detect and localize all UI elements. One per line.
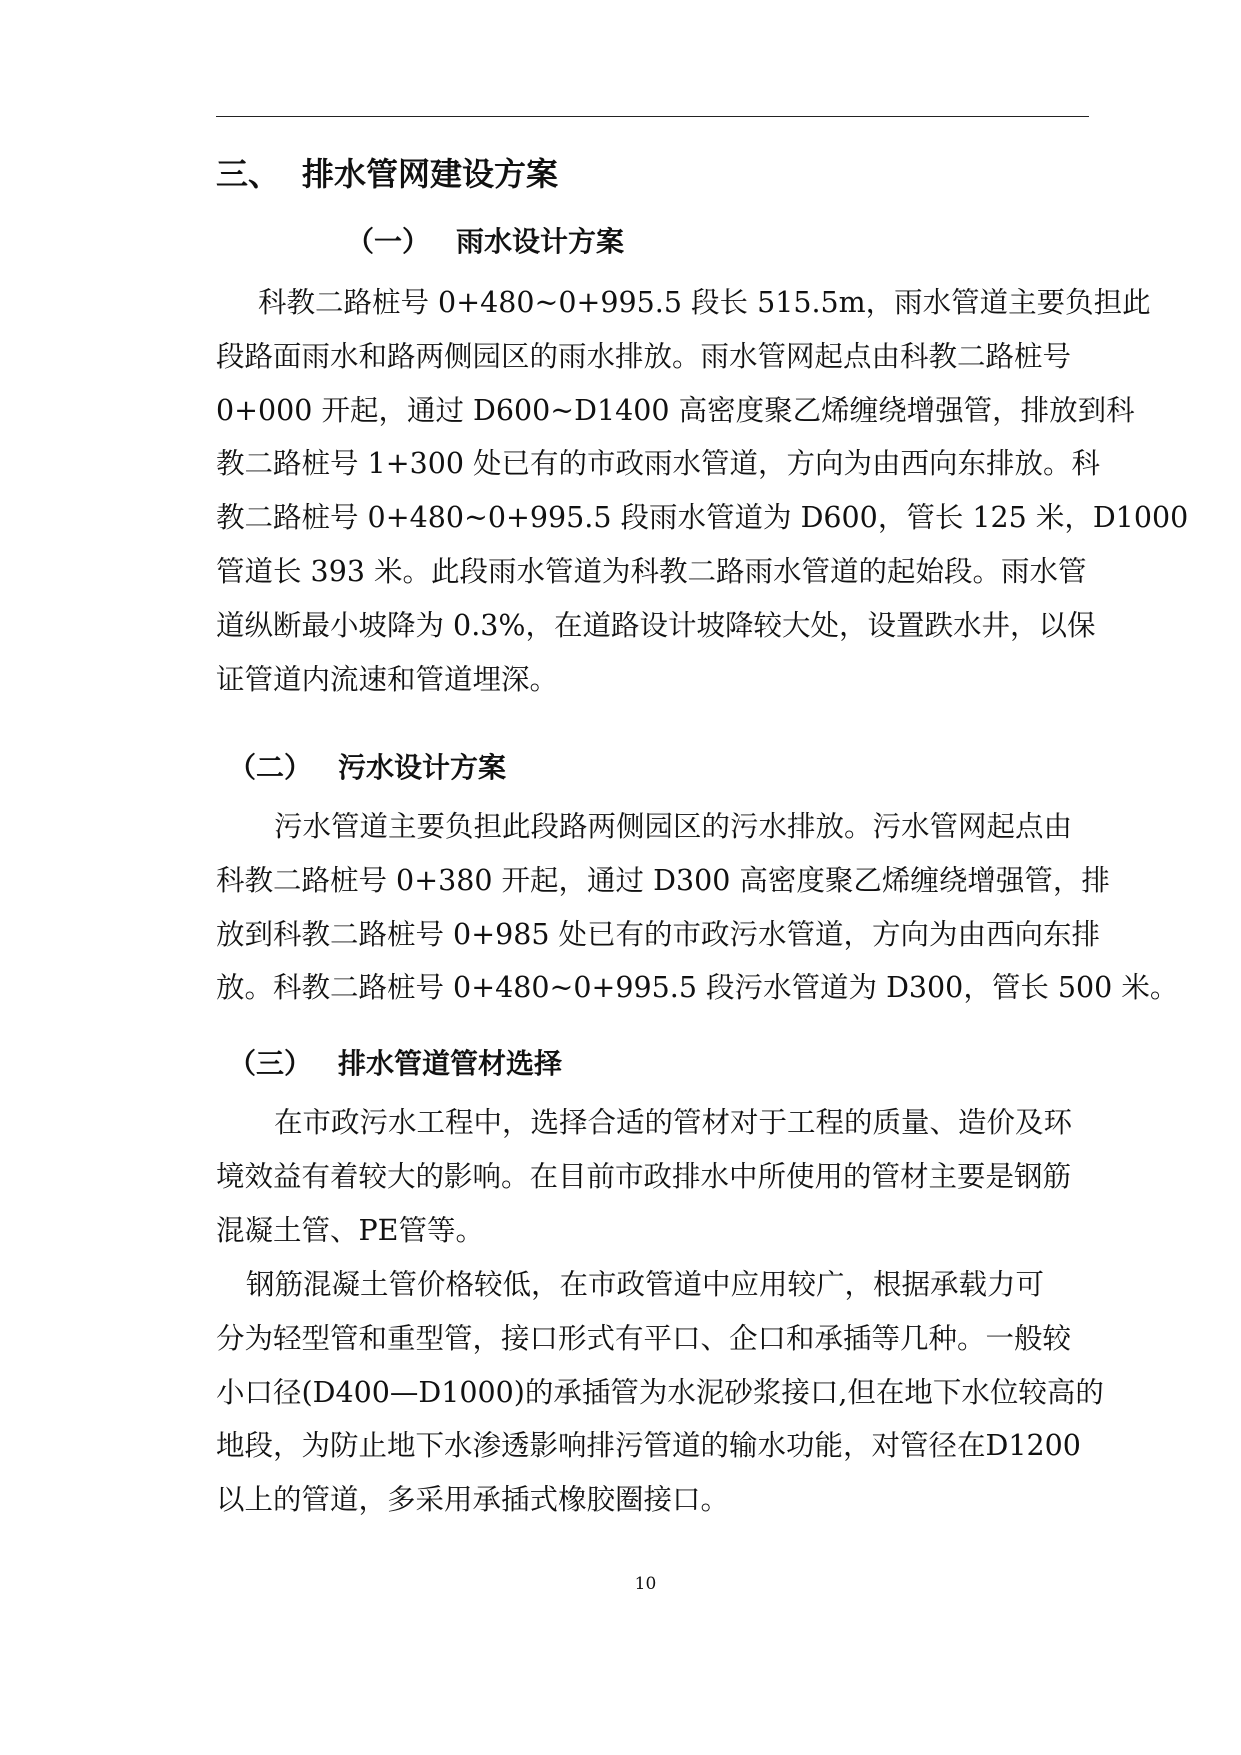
subsection-number-3: （三） [228, 1047, 313, 1080]
text-line: 境效益有着较大的影响。在目前市政排水中所使用的管材主要是钢筋 [216, 1159, 1072, 1193]
text-line: 放到科教二路桩号 0+985 处已有的市政污水管道，方向为由西向东排 [216, 917, 1101, 951]
text-line: 道纵断最小坡降为 0.3%，在道路设计坡降较大处，设置跌水井，以保 [216, 608, 1096, 642]
text-line: 钢筋混凝土管价格较低，在市政管道中应用较广，根据承载力可 [246, 1268, 1045, 1301]
text-line: 以上的管道，多采用承插式橡胶圈接口。 [216, 1483, 730, 1517]
section-title: 排水管网建设方案 [302, 155, 559, 193]
text-line: 0+000 开起，通过 D600~D1400 高密度聚乙烯缠绕增强管，排放到科 [216, 393, 1135, 427]
text-line: 科教二路桩号 0+480~0+995.5 段长 515.5m，雨水管道主要负担此 [258, 286, 1151, 319]
subsection-title-1: 雨水设计方案 [456, 225, 625, 258]
paragraph-pipe-material [216, 1096, 1096, 1257]
text-line: 段路面雨水和路两侧园区的雨水排放。雨水管网起点由科教二路桩号 [216, 339, 1072, 373]
text-line: 污水管道主要负担此段路两侧园区的污水排放。污水管网起点由 [274, 810, 1073, 843]
page-number: 10 [634, 1574, 657, 1594]
text-line: 证管道内流速和管道埋深。 [216, 662, 559, 696]
section-number: 三、 [216, 155, 281, 193]
subsection-number-2: （二） [228, 751, 313, 784]
text-line: 在市政污水工程中，选择合适的管材对于工程的质量、造价及环 [274, 1106, 1073, 1139]
text-line: 教二路桩号 0+480~0+995.5 段雨水管道为 D600，管长 125 米，D1000 [216, 501, 1189, 535]
paragraph-concrete-pipe [216, 1258, 1104, 1527]
text-line: 放。科教二路桩号 0+480~0+995.5 段污水管道为 D300，管长 500 米。 [216, 971, 1179, 1005]
text-line: 管道长 393 米。此段雨水管道为科教二路雨水管道的起始段。雨水管 [216, 554, 1087, 588]
header-rule [216, 116, 1089, 117]
text-line: 分为轻型管和重型管，接口形式有平口、企口和承插等几种。一般较 [216, 1321, 1072, 1355]
text-line: 科教二路桩号 0+380 开起，通过 D300 高密度聚乙烯缠绕增强管，排 [216, 863, 1110, 897]
text-line: 教二路桩号 1+300 处已有的市政雨水管道，方向为由西向东排放。科 [216, 447, 1101, 481]
subsection-heading-2 [228, 748, 506, 788]
subsection-heading-3 [228, 1044, 562, 1084]
text-line: 小口径(D400—D1000)的承插管为水泥砂浆接口,但在地下水位较高的 [216, 1375, 1104, 1409]
text-line: 地段，为防止地下水渗透影响排污管道的输水功能，对管径在D1200 [216, 1429, 1081, 1463]
subsection-title-2: 污水设计方案 [338, 751, 507, 784]
paragraph-sewage [216, 800, 1179, 1015]
subsection-heading-1 [346, 222, 624, 262]
text-line: 混凝土管、PE管等。 [216, 1213, 484, 1247]
paragraph-rainwater [216, 276, 1189, 706]
subsection-number-1: （一） [346, 225, 431, 258]
subsection-title-3: 排水管道管材选择 [338, 1047, 563, 1080]
section-heading [216, 152, 558, 196]
